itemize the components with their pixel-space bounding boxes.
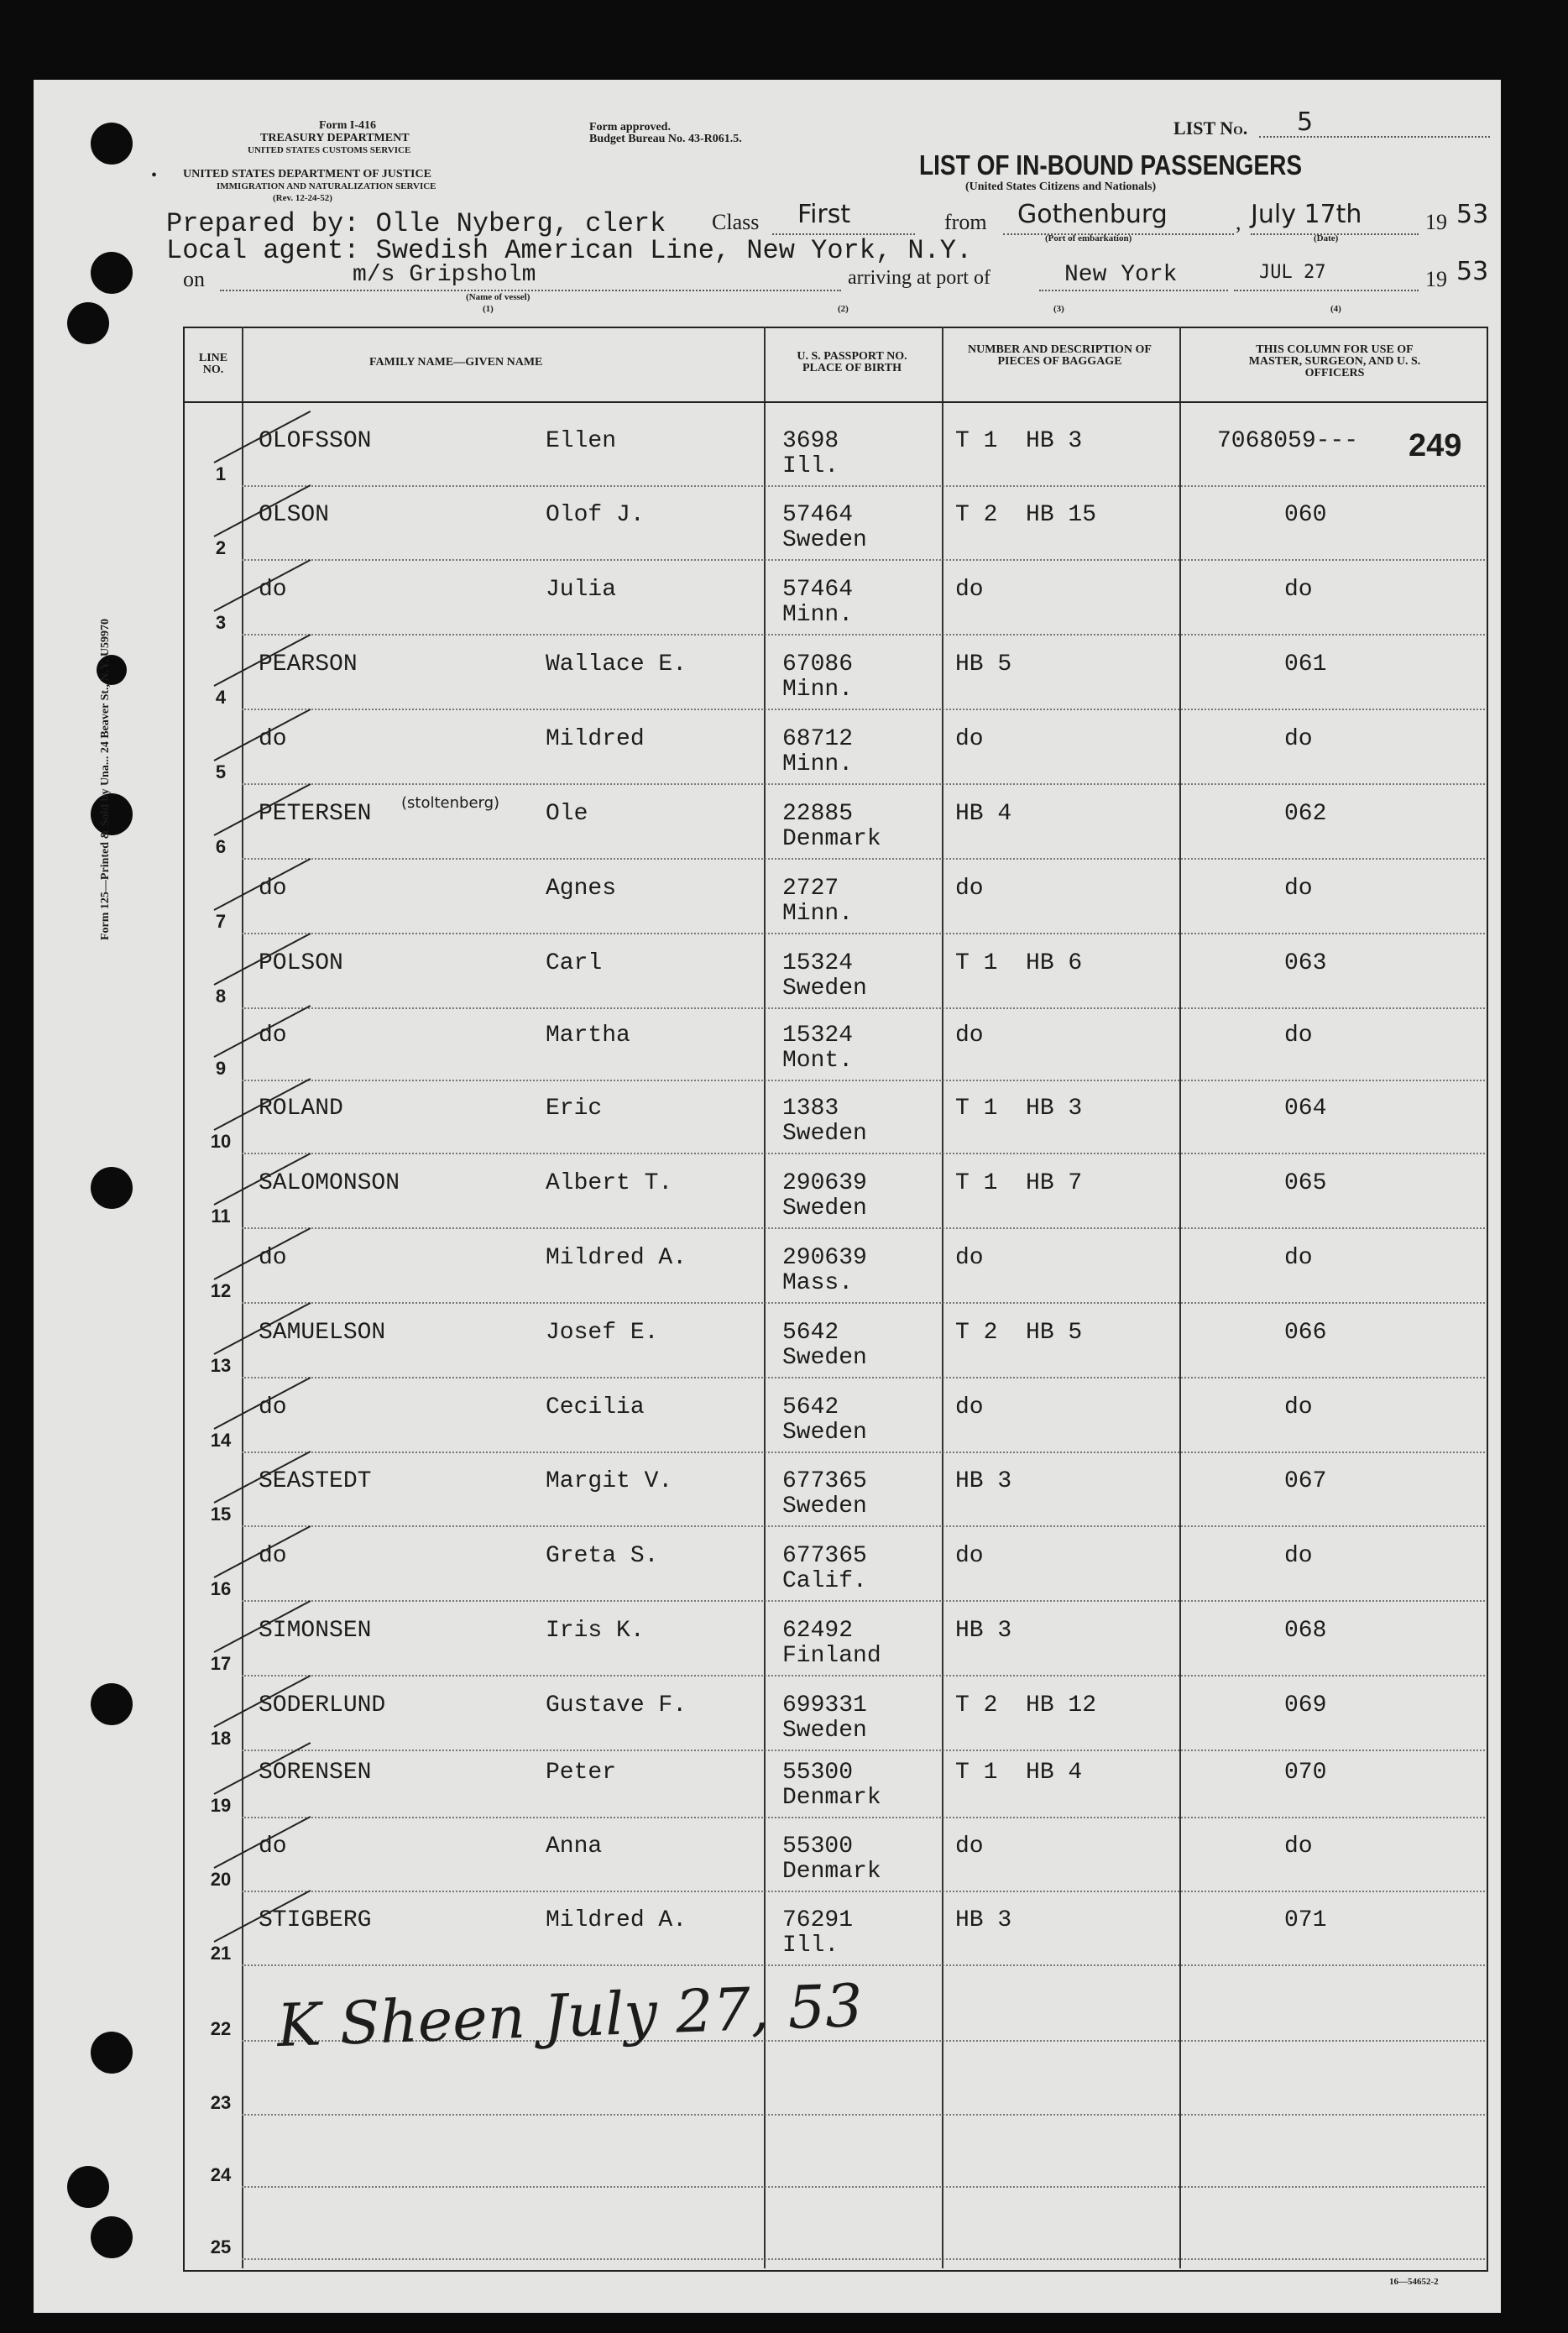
form-number: Form I-416 — [319, 119, 377, 132]
officer-entry: 064 — [1284, 1096, 1327, 1122]
line-number: 6 — [215, 836, 227, 857]
year-value-2: 53 — [1456, 257, 1489, 286]
line-number: 20 — [210, 1869, 232, 1890]
line-number: 12 — [210, 1280, 232, 1301]
passport-number: 57464 — [782, 502, 854, 528]
baggage: T 2 HB 12 — [955, 1692, 1097, 1718]
officer-entry: 065 — [1284, 1170, 1327, 1196]
passport-number: 76291 — [782, 1907, 854, 1933]
passport-number: 2727 — [782, 876, 839, 902]
officer-entry: do — [1284, 1245, 1313, 1271]
given-name: Josef E. — [546, 1320, 659, 1346]
col-divider — [242, 327, 243, 2268]
row-divider — [242, 1817, 1485, 1819]
vessel-caption: (Name of vessel) — [466, 292, 531, 302]
col-number-4: (4) — [1330, 304, 1341, 314]
row-divider — [242, 933, 1485, 935]
passport-number: 5642 — [782, 1394, 839, 1420]
header-line-no: LINE NO. — [198, 352, 228, 376]
punch-hole — [91, 252, 133, 294]
given-name: Eric — [546, 1096, 603, 1122]
form-subtitle: (United States Citizens and Nationals) — [965, 180, 1157, 193]
punch-hole — [67, 302, 109, 344]
row-divider — [242, 1377, 1485, 1379]
family-name: SAMUELSON — [259, 1320, 386, 1346]
officer-entry: do — [1284, 726, 1313, 752]
baggage: T 2 HB 15 — [955, 502, 1097, 528]
row-divider — [242, 2114, 1485, 2116]
place-of-birth: Minn. — [782, 677, 854, 703]
officer-entry: do — [1284, 1394, 1313, 1420]
from-label: from — [944, 210, 987, 234]
place-of-birth: Calif. — [782, 1568, 867, 1594]
baggage: HB 3 — [955, 1907, 1012, 1933]
given-name: Olof J. — [546, 502, 645, 528]
baggage: HB 3 — [955, 1618, 1012, 1644]
row-divider — [242, 1600, 1485, 1603]
ins-service: IMMIGRATION AND NATURALIZATION SERVICE — [217, 181, 436, 191]
class-label: Class — [712, 210, 760, 234]
given-name: Cecilia — [546, 1394, 645, 1420]
baggage: T 1 HB 3 — [955, 428, 1083, 454]
officer-entry: 063 — [1284, 950, 1327, 976]
line-number: 5 — [215, 761, 227, 782]
row-divider — [242, 1891, 1485, 1893]
row-divider — [242, 1007, 1485, 1010]
line-number: 3 — [215, 612, 227, 633]
passport-number: 62492 — [782, 1618, 854, 1644]
given-name: Julia — [546, 577, 617, 603]
baggage: do — [955, 1023, 984, 1049]
place-of-birth: Mont. — [782, 1048, 854, 1074]
place-of-birth: Sweden — [782, 976, 867, 1002]
row-divider — [242, 2258, 1485, 2261]
given-name: Anna — [546, 1833, 603, 1860]
line-number: 17 — [210, 1653, 232, 1674]
year-value: 53 — [1456, 200, 1489, 229]
given-name: Wallace E. — [546, 651, 687, 677]
family-name: SODERLUND — [259, 1692, 386, 1718]
printer-imprint: Form 125—Printed & Sold by Una... 24 Beaver St., N.Y. U59970 — [99, 618, 112, 940]
passport-number: 15324 — [782, 1023, 854, 1049]
place-of-birth: Mass. — [782, 1270, 854, 1296]
baggage: do — [955, 1543, 984, 1569]
officer-entry: do — [1284, 1543, 1313, 1569]
officer-entry: 062 — [1284, 801, 1327, 827]
line-number: 9 — [215, 1058, 227, 1079]
vessel-line — [220, 290, 841, 291]
header-name: FAMILY NAME—GIVEN NAME — [369, 356, 543, 369]
given-name: Iris K. — [546, 1618, 645, 1644]
year-prefix-2: 19 — [1425, 267, 1447, 291]
year-prefix: 19 — [1425, 210, 1447, 234]
local-agent: Local agent: Swedish American Line, New York, N.Y. — [166, 235, 973, 266]
row-divider — [242, 1227, 1485, 1230]
place-of-birth: Minn. — [782, 751, 854, 777]
baggage: HB 4 — [955, 801, 1012, 827]
baggage: T 1 HB 7 — [955, 1170, 1083, 1196]
line-number: 2 — [215, 537, 227, 558]
header-officers: THIS COLUMN FOR USE OF MASTER, SURGEON, AND U. S. OFFICERS — [1248, 343, 1421, 379]
punch-hole — [91, 2216, 133, 2258]
line-number: 10 — [210, 1131, 232, 1152]
family-name: STIGBERG — [259, 1907, 372, 1933]
row-divider — [242, 1302, 1485, 1305]
arrival-port: New York — [1064, 262, 1178, 288]
baggage: do — [955, 1833, 984, 1860]
officer-entry: 7068059--- — [1217, 428, 1359, 454]
family-name: PEARSON — [259, 651, 358, 677]
line-number: 18 — [210, 1728, 232, 1749]
customs-service: UNITED STATES CUSTOMS SERVICE — [248, 145, 411, 155]
place-of-birth: Sweden — [782, 1121, 867, 1147]
form-approved: Form approved. — [589, 121, 671, 133]
given-name: Martha — [546, 1023, 630, 1049]
place-of-birth: Denmark — [782, 1785, 881, 1811]
officer-entry: 071 — [1284, 1907, 1327, 1933]
col-number-1: (1) — [483, 304, 494, 314]
given-name: Mildred — [546, 726, 645, 752]
baggage: T 1 HB 4 — [955, 1760, 1083, 1786]
form-title: LIST OF IN-BOUND PASSENGERS — [919, 149, 1303, 180]
family-name: do — [259, 1394, 287, 1420]
line-number: 22 — [210, 2018, 232, 2039]
family-name: do — [259, 1023, 287, 1049]
officer-entry: 070 — [1284, 1760, 1327, 1786]
punch-hole — [91, 1167, 133, 1209]
line-number: 21 — [210, 1943, 232, 1964]
punch-hole — [91, 1683, 133, 1725]
port-caption: (Port of embarkation) — [1045, 233, 1132, 243]
family-name-note: (stoltenberg) — [401, 794, 500, 812]
line-number: 11 — [211, 1206, 231, 1227]
header-passport: U. S. PASSPORT NO. PLACE OF BIRTH — [797, 350, 907, 374]
punch-hole — [67, 2166, 109, 2208]
row-divider — [242, 1675, 1485, 1677]
baggage: T 1 HB 3 — [955, 1096, 1083, 1122]
row-divider — [242, 2186, 1485, 2189]
line-number: 1 — [215, 463, 227, 484]
family-name: SALOMONSON — [259, 1170, 400, 1196]
baggage: do — [955, 876, 984, 902]
passport-number: 677365 — [782, 1468, 867, 1494]
list-no-value: 5 — [1297, 107, 1314, 137]
port-of-embarkation: Gothenburg — [1017, 200, 1168, 229]
row-divider — [242, 1525, 1485, 1528]
list-no-label: LIST No. — [1173, 118, 1248, 139]
officer-entry: 068 — [1284, 1618, 1327, 1644]
header-divider — [183, 401, 1487, 403]
family-name: do — [259, 1833, 287, 1860]
baggage: do — [955, 1245, 984, 1271]
row-divider — [242, 709, 1485, 711]
given-name: Greta S. — [546, 1543, 659, 1569]
row-divider — [242, 1964, 1485, 1967]
given-name: Mildred A. — [546, 1907, 687, 1933]
passport-number: 677365 — [782, 1543, 867, 1569]
budget-bureau: Budget Bureau No. 43-R061.5. — [589, 133, 742, 145]
baggage: do — [955, 1394, 984, 1420]
row-divider — [242, 1153, 1485, 1155]
baggage: T 1 HB 6 — [955, 950, 1083, 976]
place-of-birth: Sweden — [782, 527, 867, 553]
row-divider — [242, 559, 1485, 562]
passport-number: 57464 — [782, 577, 854, 603]
on-label: on — [183, 267, 205, 291]
baggage: T 2 HB 5 — [955, 1320, 1083, 1346]
arrival-port-line — [1039, 290, 1228, 291]
prepared-by: Prepared by: Olle Nyberg, clerk — [166, 208, 666, 239]
given-name: Ellen — [546, 428, 617, 454]
family-name: do — [259, 876, 287, 902]
family-name: PETERSEN — [259, 801, 372, 827]
vessel-name: m/s Gripsholm — [353, 262, 536, 288]
passport-number: 68712 — [782, 726, 854, 752]
comma: , — [1236, 210, 1241, 234]
class-value: First — [797, 200, 851, 229]
col-number-3: (3) — [1053, 304, 1064, 314]
passport-number: 3698 — [782, 428, 839, 454]
col-number-2: (2) — [838, 304, 849, 314]
passport-number: 290639 — [782, 1245, 867, 1271]
arrival-date-stamp: JUL 27 — [1259, 262, 1326, 283]
family-name: do — [259, 1245, 287, 1271]
family-name: SORENSEN — [259, 1760, 372, 1786]
place-of-birth: Sweden — [782, 1345, 867, 1371]
place-of-birth: Ill. — [782, 1933, 839, 1959]
place-of-birth: Minn. — [782, 901, 854, 927]
row-divider — [242, 1750, 1485, 1752]
family-name: SEASTEDT — [259, 1468, 372, 1494]
given-name: Carl — [546, 950, 603, 976]
baggage: HB 5 — [955, 651, 1012, 677]
line-number: 8 — [215, 986, 227, 1007]
given-name: Ole — [546, 801, 588, 827]
given-name: Mildred A. — [546, 1245, 687, 1271]
passport-number: 67086 — [782, 651, 854, 677]
line-number: 23 — [210, 2092, 232, 2113]
passport-number: 22885 — [782, 801, 854, 827]
header-baggage: NUMBER AND DESCRIPTION OF PIECES OF BAGGAGE — [968, 343, 1152, 368]
row-divider — [242, 1452, 1485, 1454]
line-number: 19 — [210, 1795, 232, 1816]
arriving-label: arriving at port of — [848, 267, 990, 289]
passport-number: 5642 — [782, 1320, 839, 1346]
col-divider — [942, 327, 943, 2268]
line-number: 14 — [210, 1430, 232, 1451]
punch-hole — [91, 2032, 133, 2074]
baggage: HB 3 — [955, 1468, 1012, 1494]
officer-entry: 061 — [1284, 651, 1327, 677]
family-name: do — [259, 726, 287, 752]
officer-entry: 067 — [1284, 1468, 1327, 1494]
line-number: 13 — [210, 1355, 232, 1376]
given-name: Albert T. — [546, 1170, 673, 1196]
place-of-birth: Sweden — [782, 1195, 867, 1221]
embarkation-date: July 17th — [1251, 200, 1362, 229]
place-of-birth: Finland — [782, 1643, 881, 1669]
place-of-birth: Minn. — [782, 602, 854, 628]
passport-number: 55300 — [782, 1760, 854, 1786]
punch-hole — [91, 123, 133, 165]
place-of-birth: Denmark — [782, 1859, 881, 1885]
place-of-birth: Sweden — [782, 1420, 867, 1446]
passport-number: 290639 — [782, 1170, 867, 1196]
line-number: 7 — [215, 911, 227, 932]
officer-entry: do — [1284, 1833, 1313, 1860]
passport-number: 55300 — [782, 1833, 854, 1860]
list-no-line — [1259, 136, 1490, 138]
form-revision: (Rev. 12-24-52) — [273, 193, 332, 203]
line-number: 16 — [210, 1578, 232, 1599]
given-name: Agnes — [546, 876, 617, 902]
family-name: POLSON — [259, 950, 343, 976]
treasury-dept: TREASURY DEPARTMENT — [260, 132, 410, 144]
family-name: do — [259, 577, 287, 603]
date-caption: (Date) — [1314, 233, 1339, 243]
row-divider — [242, 1080, 1485, 1082]
row-divider — [242, 634, 1485, 636]
passport-number: 699331 — [782, 1692, 867, 1718]
page-number: 249 — [1409, 428, 1462, 463]
footer-code: 16—54652-2 — [1389, 2277, 1439, 2287]
family-name: OLOFSSON — [259, 428, 372, 454]
bullet-mark: • — [151, 166, 158, 185]
family-name: do — [259, 1543, 287, 1569]
officer-entry: 069 — [1284, 1692, 1327, 1718]
line-number: 15 — [210, 1504, 232, 1525]
given-name: Peter — [546, 1760, 617, 1786]
arrival-date-line — [1234, 290, 1419, 291]
officer-entry: 060 — [1284, 502, 1327, 528]
place-of-birth: Ill. — [782, 453, 839, 479]
passport-number: 15324 — [782, 950, 854, 976]
place-of-birth: Denmark — [782, 826, 881, 852]
line-number: 24 — [210, 2164, 232, 2185]
officer-entry: do — [1284, 876, 1313, 902]
col-divider — [1179, 327, 1181, 2268]
baggage: do — [955, 577, 984, 603]
officer-entry: do — [1284, 1023, 1313, 1049]
row-divider — [242, 783, 1485, 786]
place-of-birth: Sweden — [782, 1493, 867, 1520]
family-name: SIMONSEN — [259, 1618, 372, 1644]
place-of-birth: Sweden — [782, 1718, 867, 1744]
family-name: OLSON — [259, 502, 330, 528]
row-divider — [242, 485, 1485, 488]
family-name: ROLAND — [259, 1096, 343, 1122]
officer-entry: do — [1284, 577, 1313, 603]
passport-number: 1383 — [782, 1096, 839, 1122]
row-divider — [242, 858, 1485, 860]
given-name: Gustave F. — [546, 1692, 687, 1718]
given-name: Margit V. — [546, 1468, 673, 1494]
line-number: 4 — [215, 687, 227, 708]
officer-entry: 066 — [1284, 1320, 1327, 1346]
line-number: 25 — [210, 2236, 232, 2257]
officer-signature: K Sheen July 27, 53 — [275, 1970, 864, 2061]
baggage: do — [955, 726, 984, 752]
justice-dept: UNITED STATES DEPARTMENT OF JUSTICE — [183, 168, 431, 180]
